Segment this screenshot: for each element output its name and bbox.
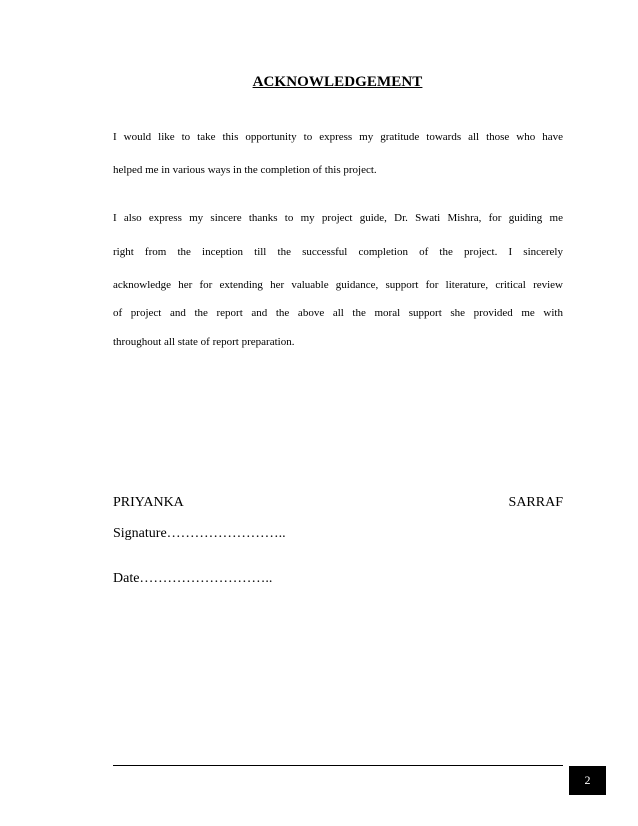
- paragraph-2-line-2: right from the inception till the successful completion of the project. I sincerely: [113, 246, 563, 258]
- paragraph-1-line-1: I would like to take this opportunity to express my gratitude towards all those who have: [113, 131, 563, 143]
- page-number: 2: [569, 766, 606, 795]
- paragraph-2-line-3: acknowledge her for extending her valuable guidance, support for literature, critical review: [113, 279, 563, 291]
- page-title: ACKNOWLEDGEMENT: [252, 74, 423, 90]
- paragraph-2-line-5: throughout all state of report preparation.: [113, 336, 295, 348]
- signatory-first-name: PRIYANKA: [113, 495, 184, 510]
- paragraph-1-line-2: helped me in various ways in the completion of this project.: [113, 164, 377, 176]
- date-line: Date………………………..: [113, 571, 273, 586]
- signatory-last-name: SARRAF: [508, 495, 563, 510]
- paragraph-2-line-4: of project and the report and the above all the moral support she provided me with: [113, 307, 563, 319]
- paragraph-2-line-1: I also express my sincere thanks to my project guide, Dr. Swati Mishra, for guiding me: [113, 212, 563, 224]
- footer-divider: [113, 765, 563, 766]
- signature-line: Signature……………………..: [113, 526, 286, 541]
